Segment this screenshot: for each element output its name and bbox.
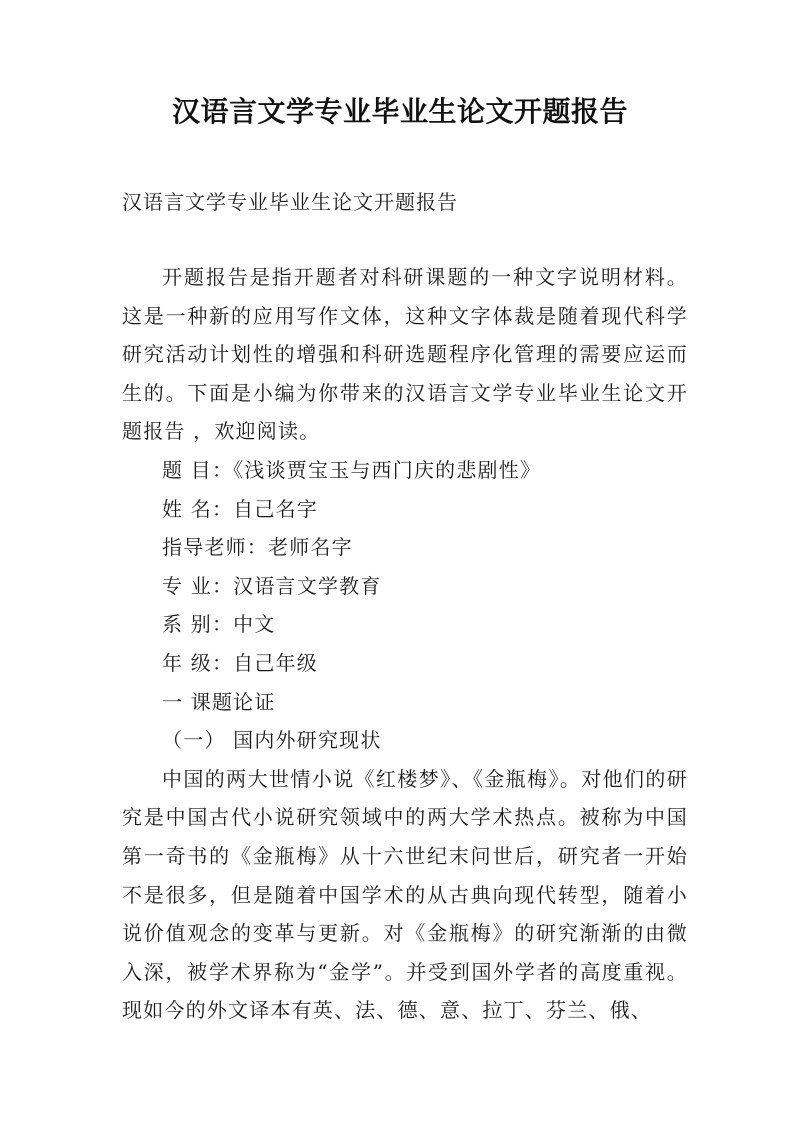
field-name: 姓 名：自己名字 — [162, 496, 318, 521]
document-title: 汉语言文学专业毕业生论文开题报告 — [171, 95, 628, 128]
field-advisor: 指导老师：老师名字 — [162, 535, 353, 560]
field-grade: 年 级：自己年级 — [162, 650, 318, 675]
subsection-heading: （一） 国内外研究现状 — [162, 728, 382, 753]
intro-paragraph: 开题报告是指开题者对科研课题的一种文字说明材料。这是一种新的应用写作文体，这种文字体裁是随着现代科学研究活动计划性的增强和科研选题程序化管理的需要应运而生的。下面是小编为你带来的汉语言文学专业毕业生论文开题报告 ，欢迎阅读。 — [122, 265, 688, 444]
research-paragraph: 中国的两大世情小说《红楼梦》、《金瓶梅》。对他们的研究是中国古代小说研究领域中的两大学术热点。被称为中国第一奇书的《金瓶梅》从十六世纪末问世后，研究者一开始不是很多，但是随着中国学术的从古典向现代转型，随着小说价值观念的变革与更新。对《金瓶梅》的研究渐渐的由微入深，被学术界称为“金学”。并受到国外学者的高度重视。现如今的外文译本有英、法、德、意、拉丁、芬兰、俄、 — [122, 766, 688, 1023]
document-subtitle: 汉语言文学专业毕业生论文开题报告 — [122, 190, 458, 214]
section-heading: 一 课题论证 — [162, 689, 276, 714]
field-topic: 题 目：《浅谈贾宝玉与西门庆的悲剧性》 — [162, 457, 542, 482]
field-major: 专 业：汉语言文学教育 — [162, 573, 382, 598]
field-department: 系 别：中文 — [162, 612, 276, 637]
document-body — [122, 258, 688, 1030]
